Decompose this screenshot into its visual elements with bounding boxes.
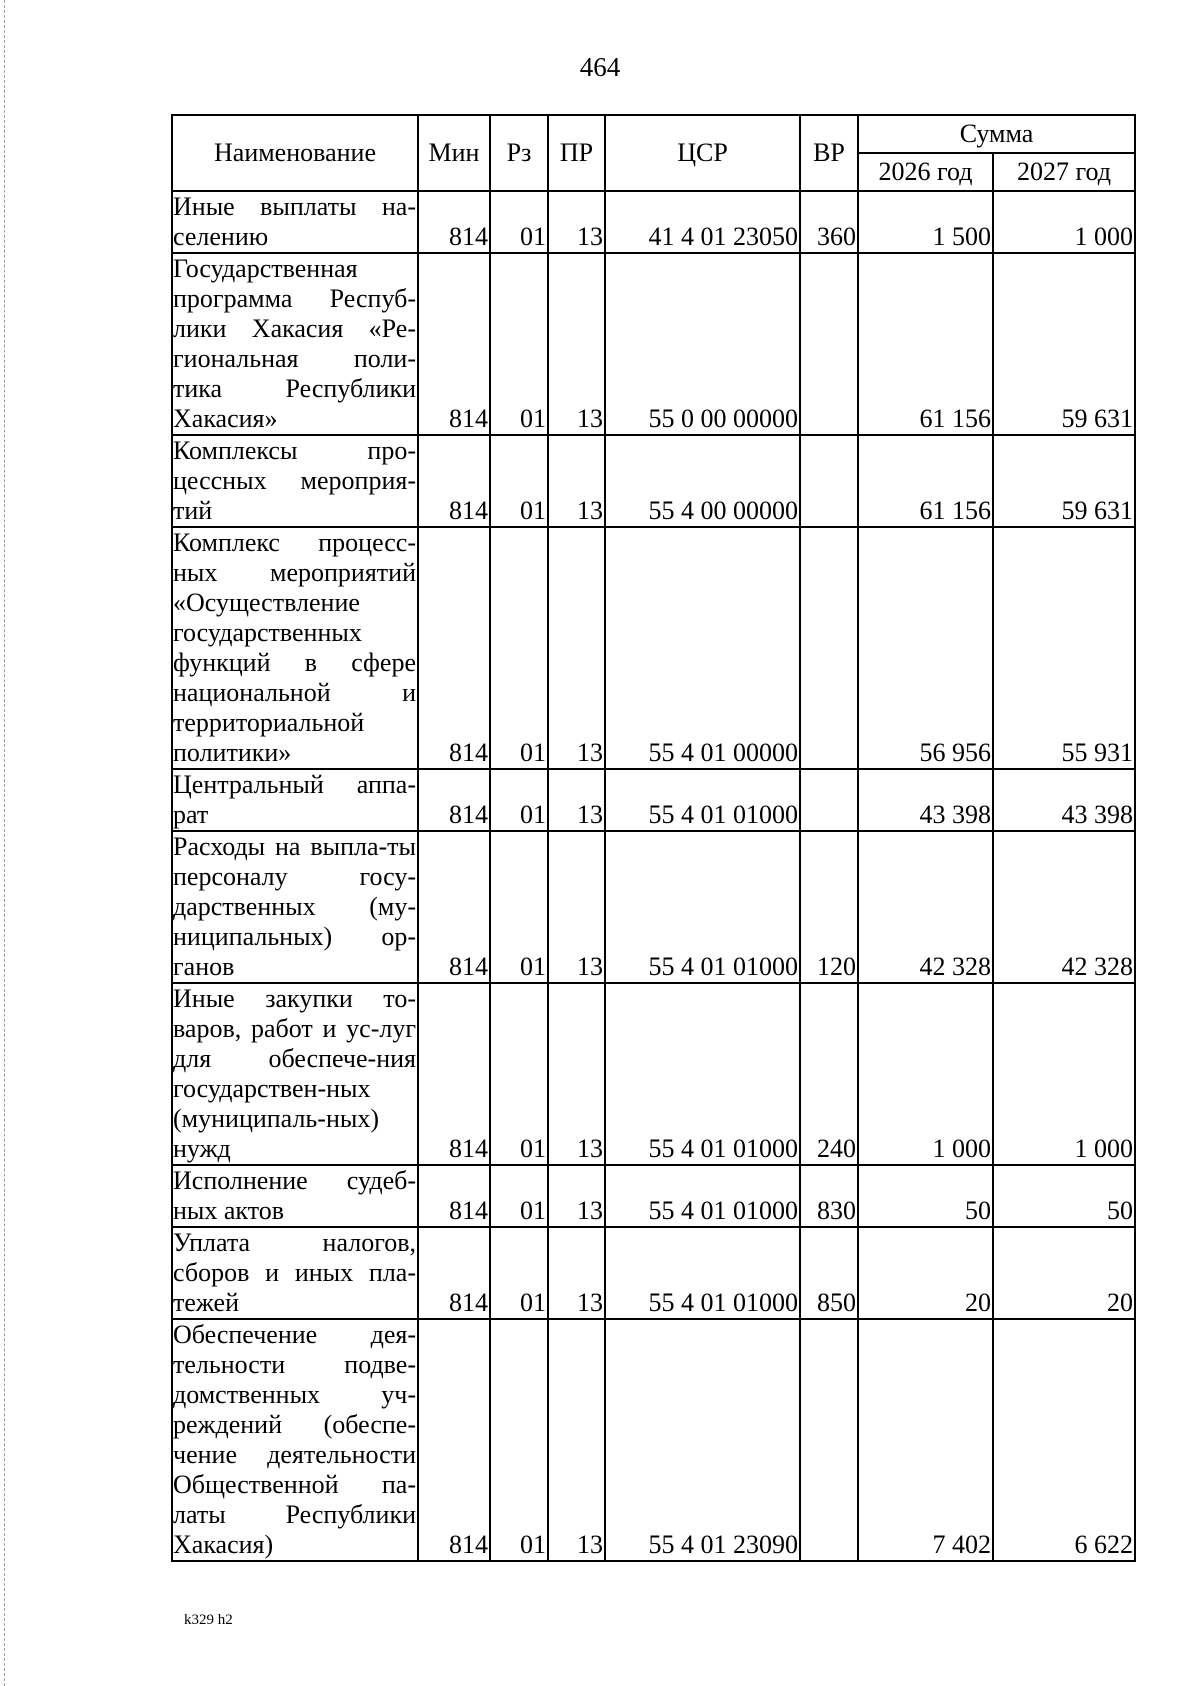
cell-rz: 01 (490, 435, 548, 527)
budget-table (171, 114, 1136, 1562)
cell-sum-2026: 20 (858, 1227, 993, 1319)
cell-min: 814 (418, 253, 490, 435)
cell-name: Комплексы про-цессных мероприя-тий (173, 436, 416, 525)
table-row (172, 769, 1135, 831)
cell-rz: 01 (490, 253, 548, 435)
cell-csr: 55 4 01 01000 (605, 1227, 800, 1319)
cell-sum-2026: 43 398 (858, 769, 993, 831)
cell-csr: 55 4 01 01000 (605, 769, 800, 831)
cell-sum-2027: 1 000 (993, 191, 1135, 253)
cell-vr (800, 253, 858, 435)
cell-sum-2026: 61 156 (858, 435, 993, 527)
cell-min: 814 (418, 1319, 490, 1561)
cell-min: 814 (418, 435, 490, 527)
cell-name: Исполнение судеб-ных актов (173, 1166, 416, 1225)
cell-rz: 01 (490, 831, 548, 983)
cell-min: 814 (418, 1227, 490, 1319)
cell-name: Государственная программа Респуб-лики Хакасия «Ре-гиональная поли-тика Республики Хакасия» (173, 254, 416, 433)
cell-csr: 55 4 01 23090 (605, 1319, 800, 1561)
header-rz: Рз (490, 115, 548, 191)
header-vr: ВР (800, 115, 858, 191)
cell-min: 814 (418, 527, 490, 769)
cell-csr: 55 4 01 00000 (605, 527, 800, 769)
cell-rz: 01 (490, 983, 548, 1165)
cell-vr (800, 527, 858, 769)
cell-sum-2027: 50 (993, 1165, 1135, 1227)
cell-sum-2027: 20 (993, 1227, 1135, 1319)
cell-vr: 240 (800, 983, 858, 1165)
cell-pr: 13 (548, 1319, 605, 1561)
table-row (172, 435, 1135, 527)
cell-rz: 01 (490, 1165, 548, 1227)
header-sum: Сумма (858, 115, 1135, 153)
cell-sum-2026: 1 500 (858, 191, 993, 253)
cell-pr: 13 (548, 831, 605, 983)
cell-vr (800, 435, 858, 527)
cell-vr (800, 769, 858, 831)
header-pr: ПР (548, 115, 605, 191)
cell-sum-2026: 7 402 (858, 1319, 993, 1561)
cell-pr: 13 (548, 527, 605, 769)
cell-pr: 13 (548, 983, 605, 1165)
cell-name: Расходы на выпла-ты персоналу госу-дарственных (му-ниципальных) ор-ганов (173, 832, 416, 981)
page-number: 464 (579, 52, 621, 82)
cell-pr: 13 (548, 769, 605, 831)
cell-min: 814 (418, 191, 490, 253)
header-csr: ЦСР (605, 115, 800, 191)
cell-csr: 55 4 00 00000 (605, 435, 800, 527)
cell-name: Иные выплаты на-селению (173, 192, 416, 251)
table-row (172, 191, 1135, 253)
cell-csr: 55 4 01 01000 (605, 1165, 800, 1227)
cell-csr: 55 0 00 00000 (605, 253, 800, 435)
cell-sum-2026: 42 328 (858, 831, 993, 983)
cell-min: 814 (418, 983, 490, 1165)
cell-name: Комплекс процесс-ных мероприятий «Осуществление государственных функций в сфере национальной и территориальной политики» (173, 528, 416, 767)
cell-sum-2027: 55 931 (993, 527, 1135, 769)
cell-min: 814 (418, 769, 490, 831)
cell-sum-2027: 1 000 (993, 983, 1135, 1165)
cell-csr: 55 4 01 01000 (605, 831, 800, 983)
header-name: Наименование (172, 115, 418, 191)
cell-vr: 850 (800, 1227, 858, 1319)
cell-pr: 13 (548, 435, 605, 527)
cell-name: Обеспечение дея-тельности подве-домственных уч-реждений (обеспе-чение деятельности Общественной па-латы Республики Хакасия) (173, 1320, 416, 1559)
footer-code: k329 h2 (184, 1612, 233, 1628)
page-edge (4, 0, 5, 1686)
cell-sum-2027: 42 328 (993, 831, 1135, 983)
cell-vr (800, 1319, 858, 1561)
table-row (172, 831, 1135, 983)
cell-min: 814 (418, 1165, 490, 1227)
header-min: Мин (418, 115, 490, 191)
cell-rz: 01 (490, 1319, 548, 1561)
cell-sum-2027: 59 631 (993, 435, 1135, 527)
cell-name: Центральный аппа-рат (173, 770, 416, 829)
cell-pr: 13 (548, 191, 605, 253)
header-year-2026: 2026 год (858, 153, 993, 191)
table-body (172, 191, 1135, 1561)
cell-sum-2027: 59 631 (993, 253, 1135, 435)
table-row (172, 983, 1135, 1165)
table-row (172, 527, 1135, 769)
cell-sum-2027: 43 398 (993, 769, 1135, 831)
cell-vr: 360 (800, 191, 858, 253)
cell-rz: 01 (490, 191, 548, 253)
cell-name: Уплата налогов, сборов и иных пла-тежей (173, 1228, 416, 1317)
table-row (172, 1227, 1135, 1319)
cell-rz: 01 (490, 527, 548, 769)
cell-csr: 55 4 01 01000 (605, 983, 800, 1165)
cell-sum-2027: 6 622 (993, 1319, 1135, 1561)
cell-csr: 41 4 01 23050 (605, 191, 800, 253)
header-year-2027: 2027 год (993, 153, 1135, 191)
table-row (172, 253, 1135, 435)
cell-vr: 830 (800, 1165, 858, 1227)
cell-sum-2026: 1 000 (858, 983, 993, 1165)
table-row (172, 1319, 1135, 1561)
cell-vr: 120 (800, 831, 858, 983)
cell-sum-2026: 61 156 (858, 253, 993, 435)
cell-pr: 13 (548, 1165, 605, 1227)
cell-pr: 13 (548, 253, 605, 435)
cell-min: 814 (418, 831, 490, 983)
cell-name: Иные закупки то-варов, работ и ус-луг для обеспече-ния государствен-ных (муниципаль-ных) нужд (173, 984, 416, 1163)
cell-sum-2026: 50 (858, 1165, 993, 1227)
table-row (172, 1165, 1135, 1227)
cell-rz: 01 (490, 1227, 548, 1319)
cell-rz: 01 (490, 769, 548, 831)
cell-pr: 13 (548, 1227, 605, 1319)
cell-sum-2026: 56 956 (858, 527, 993, 769)
